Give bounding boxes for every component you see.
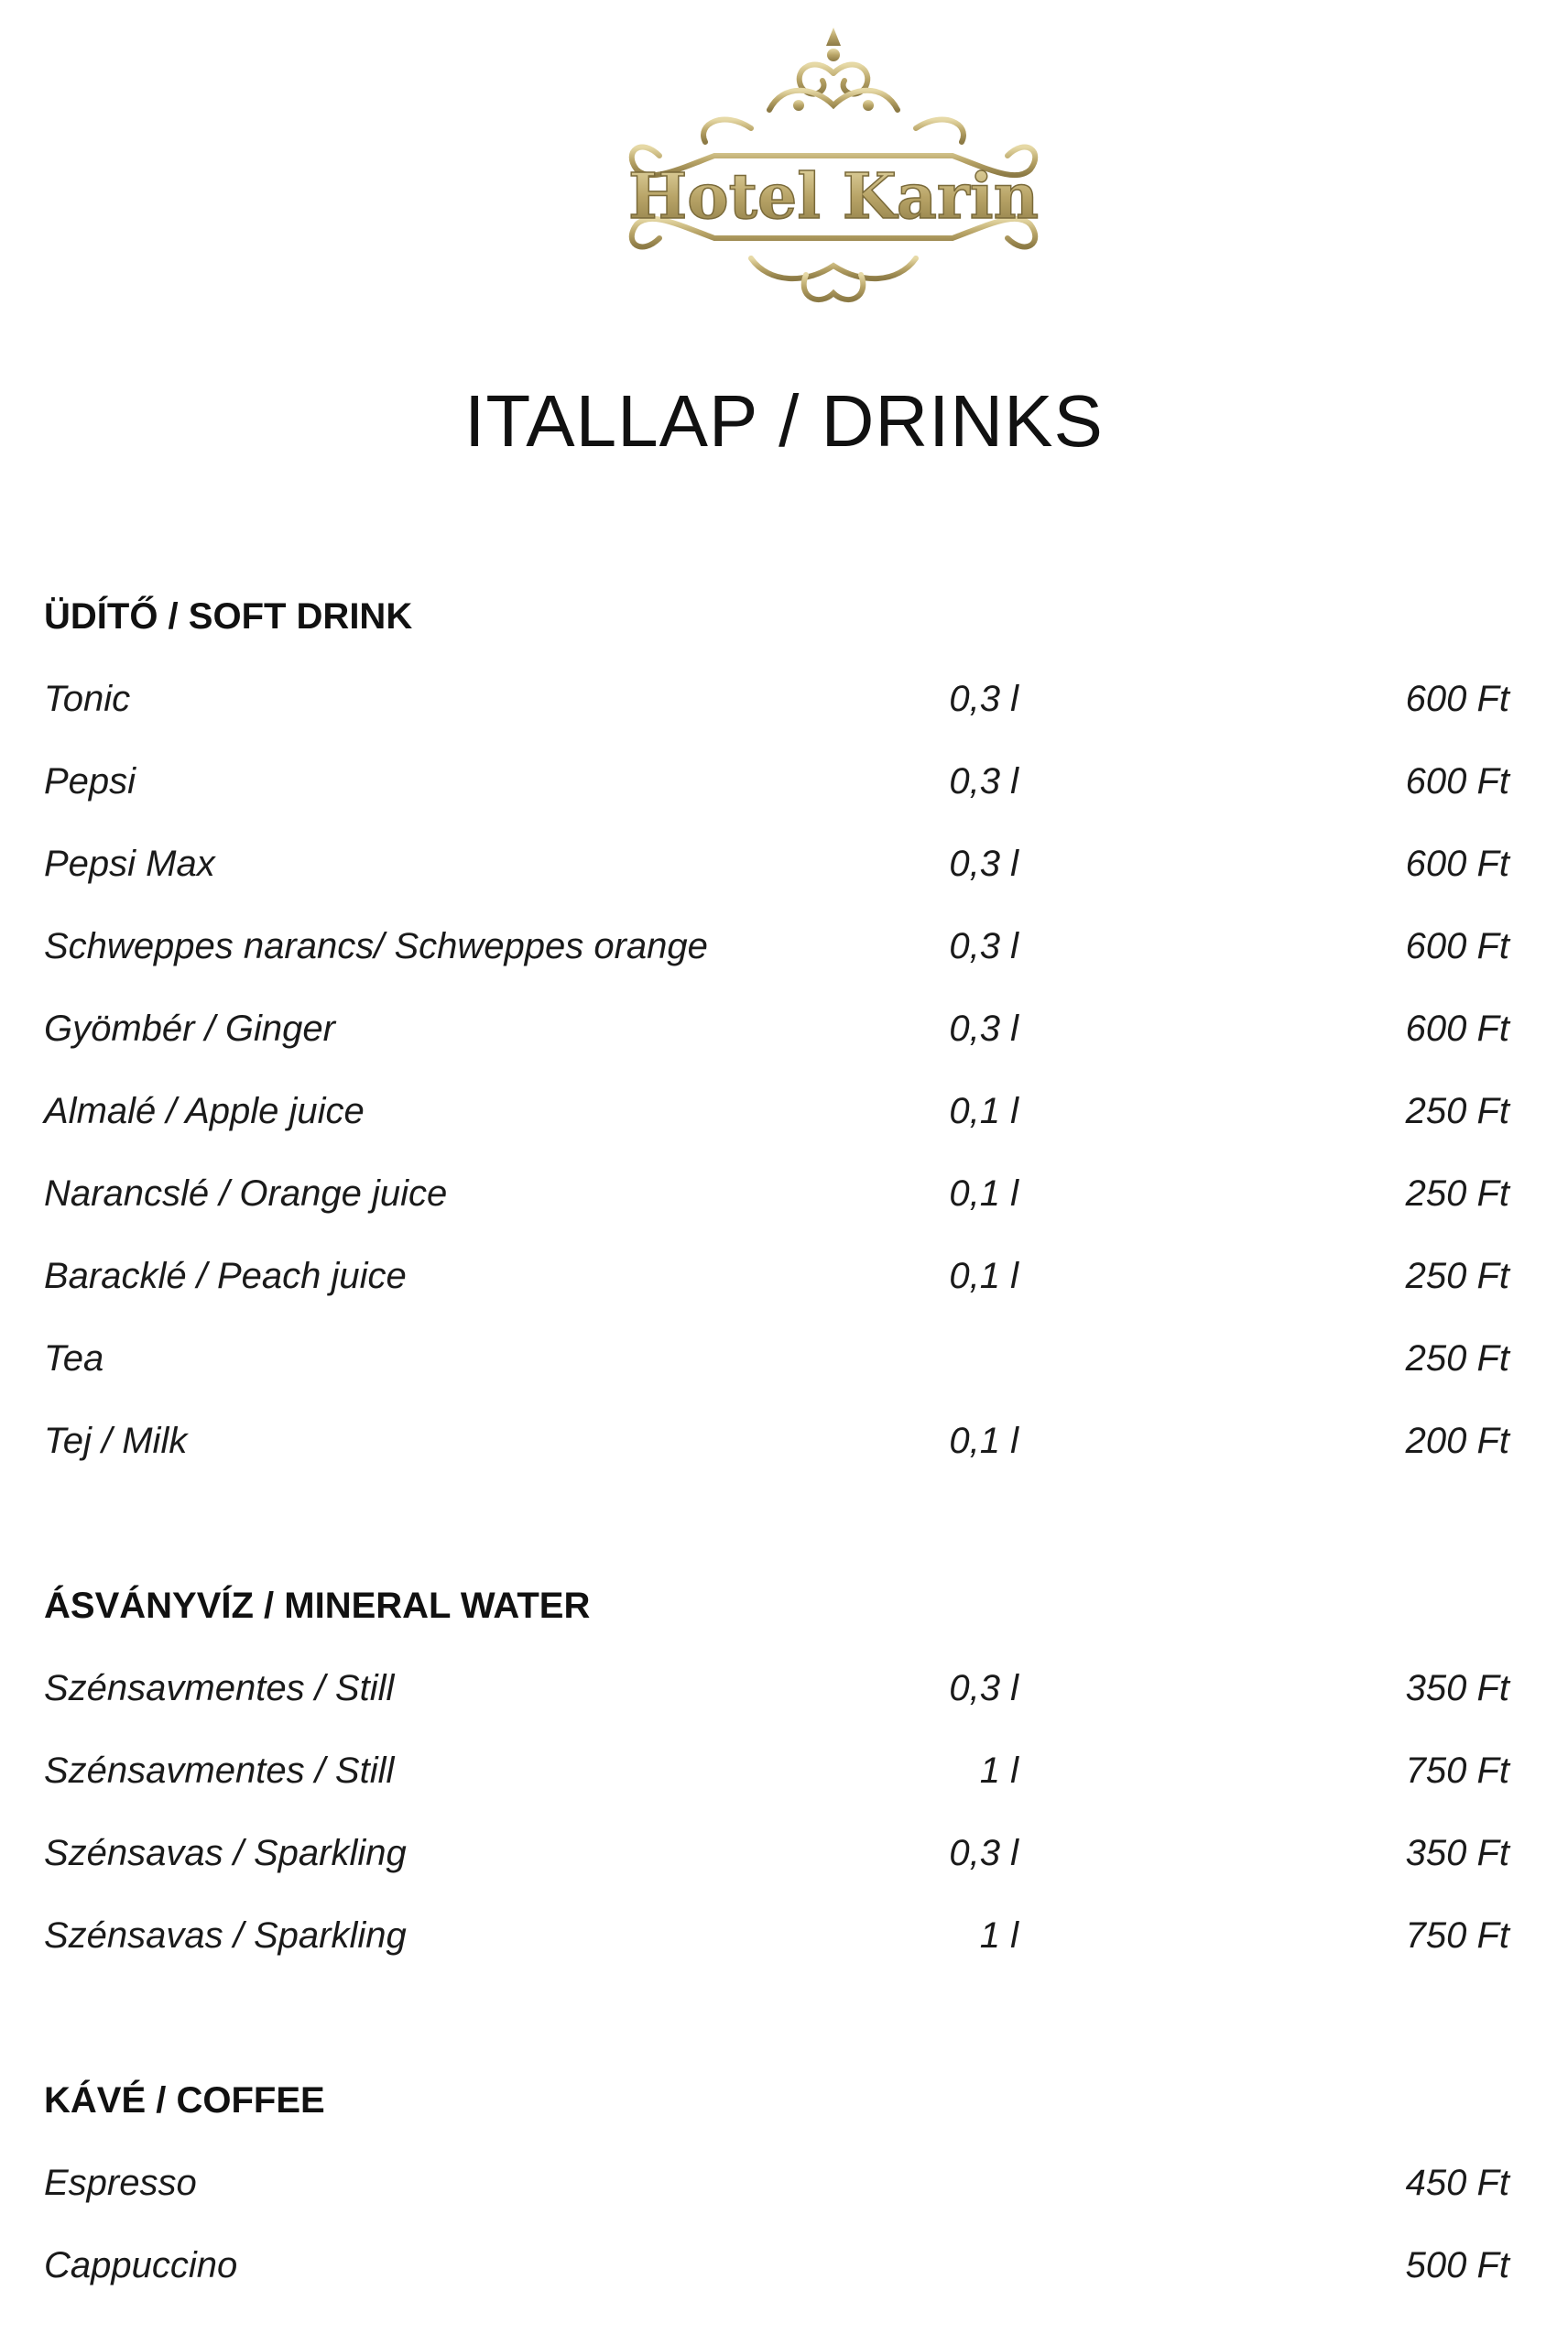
item-name: Cappuccino <box>44 2245 238 2285</box>
item-name: Baracklé / Peach juice <box>44 1256 407 1296</box>
item-price: 600 Ft <box>1405 1009 1509 1049</box>
logo-text: Hotel Karin <box>627 160 1040 234</box>
item-name: Szénsavas / Sparkling <box>44 1915 407 1956</box>
item-price: 450 Ft <box>1405 2163 1509 2203</box>
item-volume: 0,1 l <box>949 1421 1018 1461</box>
section-heading-soft-drink: ÜDÍTŐ / SOFT DRINK <box>44 596 413 637</box>
item-name: Almalé / Apple juice <box>44 1091 365 1131</box>
item-name: Tea <box>44 1338 104 1379</box>
item-name: Pepsi Max <box>44 844 215 884</box>
menu-item <box>44 836 1509 891</box>
menu-item <box>44 1413 1509 1468</box>
item-volume: 0,3 l <box>949 844 1018 884</box>
item-price: 500 Ft <box>1405 2245 1509 2285</box>
item-price: 600 Ft <box>1405 926 1509 966</box>
menu-item <box>44 754 1509 809</box>
item-volume: 0,1 l <box>949 1173 1018 1214</box>
menu-item <box>44 1166 1509 1221</box>
menu-item <box>44 1743 1509 1798</box>
menu-item <box>44 2155 1509 2210</box>
item-volume: 0,1 l <box>949 1091 1018 1131</box>
item-name: Gyömbér / Ginger <box>44 1009 335 1049</box>
item-volume: 0,3 l <box>949 926 1018 966</box>
item-price: 600 Ft <box>1405 761 1509 802</box>
item-volume: 0,1 l <box>949 1256 1018 1296</box>
item-volume: 0,3 l <box>949 1668 1018 1708</box>
menu-item <box>44 1908 1509 1963</box>
item-volume: 1 l <box>979 1751 1018 1791</box>
item-name: Narancslé / Orange juice <box>44 1173 448 1214</box>
item-price: 350 Ft <box>1405 1668 1509 1708</box>
menu-item <box>44 671 1509 726</box>
item-price: 200 Ft <box>1405 1421 1509 1461</box>
item-name: Szénsavas / Sparkling <box>44 1833 407 1873</box>
item-price: 250 Ft <box>1405 1256 1509 1296</box>
menu-item <box>44 919 1509 974</box>
menu-item <box>44 1331 1509 1386</box>
item-price: 250 Ft <box>1405 1338 1509 1379</box>
item-price: 750 Ft <box>1405 1915 1509 1956</box>
item-price: 350 Ft <box>1405 1833 1509 1873</box>
item-volume: 1 l <box>979 1915 1018 1956</box>
item-volume: 0,3 l <box>949 761 1018 802</box>
section-heading-mineral-water: ÁSVÁNYVÍZ / MINERAL WATER <box>44 1586 591 1626</box>
menu-item <box>44 1826 1509 1881</box>
menu-item <box>44 1249 1509 1303</box>
menu-item <box>44 2238 1509 2293</box>
item-name: Schweppes narancs/ Schweppes orange <box>44 926 708 966</box>
menu-item <box>44 1084 1509 1139</box>
item-name: Szénsavmentes / Still <box>44 1668 395 1708</box>
item-price: 250 Ft <box>1405 1173 1509 1214</box>
item-name: Szénsavmentes / Still <box>44 1751 395 1791</box>
item-price: 600 Ft <box>1405 844 1509 884</box>
item-volume: 0,3 l <box>949 1833 1018 1873</box>
menu-item <box>44 1661 1509 1716</box>
hotel-karin-logo <box>586 18 1081 330</box>
item-price: 600 Ft <box>1405 679 1509 719</box>
item-name: Tej / Milk <box>44 1421 188 1461</box>
item-volume: 0,3 l <box>949 1009 1018 1049</box>
page-title: ITALLAP / DRINKS <box>464 380 1104 462</box>
section-heading-coffee: KÁVÉ / COFFEE <box>44 2080 325 2121</box>
menu-item <box>44 1001 1509 1056</box>
item-name: Tonic <box>44 679 131 719</box>
item-name: Espresso <box>44 2163 197 2203</box>
item-price: 750 Ft <box>1405 1751 1509 1791</box>
item-price: 250 Ft <box>1405 1091 1509 1131</box>
item-volume: 0,3 l <box>949 679 1018 719</box>
item-name: Pepsi <box>44 761 136 802</box>
